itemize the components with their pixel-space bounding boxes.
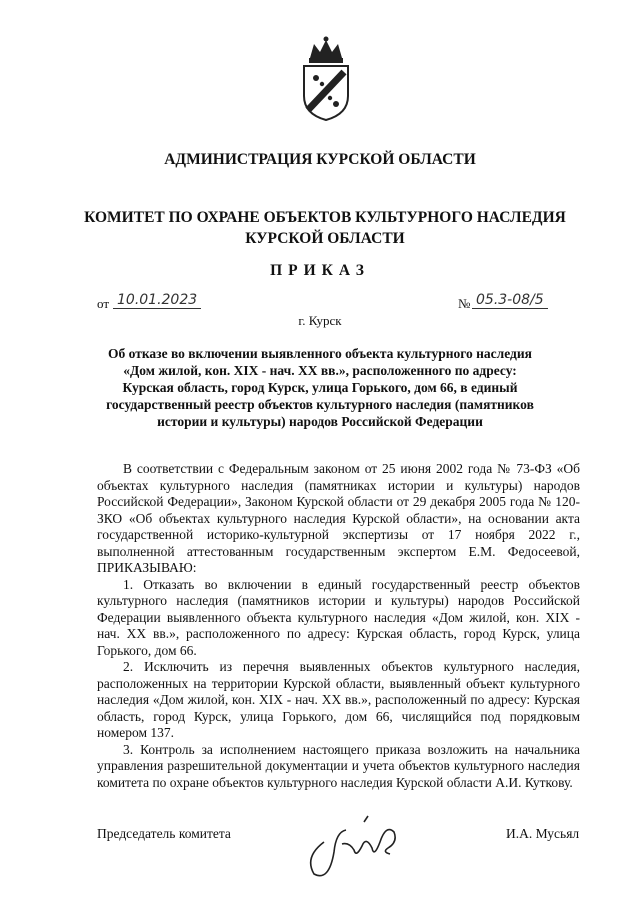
coat-of-arms-icon xyxy=(296,36,356,122)
organization-name: АДМИНИСТРАЦИЯ КУРСКОЙ ОБЛАСТИ xyxy=(164,151,476,168)
order-title: Об отказе во включении выявленного объекта культурного наследия «Дом жилой, кон. XIX - нач. XX вв.», расположенного по адресу: Курская область, город Курск, улица Горького, дом 66, в единый государственный реестр объектов культурного наследия (памятников истории и культуры) народов Российской Федерации xyxy=(106,346,534,429)
order-body xyxy=(97,461,580,791)
date-label: от xyxy=(97,296,110,311)
handwritten-signature-icon xyxy=(294,802,414,882)
document-type: ПРИКАЗ xyxy=(270,262,370,279)
number-label: № xyxy=(458,296,471,311)
signatory-position: Председатель комитета xyxy=(97,826,231,841)
date-value: 10.01.2023 xyxy=(113,292,201,309)
city: г. Курск xyxy=(298,313,342,328)
number-value: 05.3-08/5 xyxy=(472,292,548,309)
committee-name: КОМИТЕТ ПО ОХРАНЕ ОБЪЕКТОВ КУЛЬТУРНОГО НАСЛЕДИЯ КУРСКОЙ ОБЛАСТИ xyxy=(84,209,566,247)
order-item-3: 3. Контроль за исполнением настоящего приказа возложить на начальника управления разрешительной документации и учета объектов культурного наследия комитета по охране объектов культурного наследия Курской области А.И. Куткову. xyxy=(97,741,580,790)
signatory-name: И.А. Мусьял xyxy=(506,826,580,841)
order-item-2: 2. Исключить из перечня выявленных объектов культурного наследия, расположенных на территории Курской области, выявленный объект культурного наследия «Дом жилой, кон. XIX - нач. XX вв.», расположенный по адресу: Курская область, город Курск, улица Горького, дом 66, числящийся под порядковым номером 137. xyxy=(97,659,580,740)
preamble: В соответствии с Федеральным законом от 25 июня 2002 года № 73-ФЗ «Об объектах культурного наследия (памятниках истории и культуры) народов Российской Федерации», Законом Курской области от 29 декабря 2005 года № 120-ЗКО «Об объектах культурного наследия Курской области», на основании акта государственной историко-культурной экспертизы от 17 ноября 2022 г., выполненной аттестованным государственным экспертом Е.М. Федосеевой, ПРИКАЗЫВАЮ: xyxy=(97,461,580,575)
order-item-1: 1. Отказать во включении в единый государственный реестр объектов культурного наследия (памятников истории и культуры) народов Российской Федерации выявленного объекта культурного наследия «Дом жилой, кон. XIX - нач. XX вв.», расположенного по адресу: Курская область, город Курск, улица Горького, дом 66. xyxy=(97,576,580,658)
